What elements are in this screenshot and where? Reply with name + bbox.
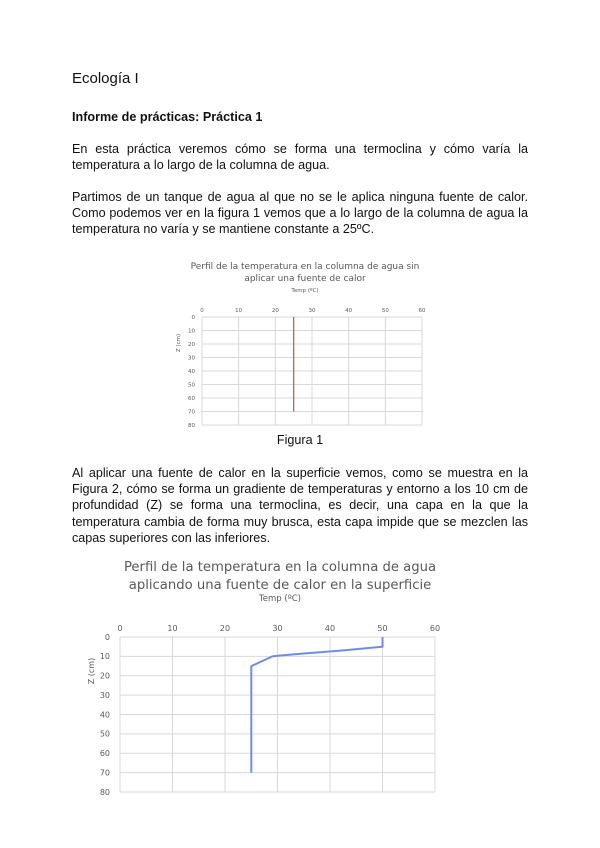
figure1-y-tick: 20 bbox=[188, 341, 195, 348]
figure1-y-tick: 40 bbox=[188, 368, 195, 375]
figure2-title-line1: Perfil de la temperatura en la columna de agua bbox=[123, 560, 437, 575]
figure2-y-tick: 80 bbox=[99, 787, 110, 797]
figure2-x-tick: 20 bbox=[219, 624, 231, 633]
figure1-chart bbox=[160, 298, 450, 433]
figure1-y-tick: 30 bbox=[188, 355, 195, 362]
figure2-y-tick: 50 bbox=[99, 729, 110, 739]
figure1-title-line2: aplicar una fuente de calor bbox=[244, 273, 366, 284]
figure2-y-tick: 60 bbox=[99, 749, 110, 759]
figure2-chart bbox=[80, 614, 460, 804]
figure1-y-tick: 10 bbox=[188, 328, 195, 335]
figure2-y-tick: 30 bbox=[99, 690, 110, 700]
figure1-x-tick: 50 bbox=[381, 308, 389, 314]
figure1-y-tick: 70 bbox=[188, 409, 195, 416]
figure1-x-tick: 10 bbox=[235, 308, 243, 314]
figure1-title-line1: Perfil de la temperatura en la columna de agua sin bbox=[190, 262, 420, 272]
figure1-x-tick: 0 bbox=[200, 308, 204, 314]
paragraph-intro: En esta práctica veremos cómo se forma una termoclina y cómo varía la temperatura a lo largo de la columna de agua. bbox=[72, 142, 528, 173]
figure2-xlabel: Temp (ºC) bbox=[259, 594, 301, 604]
figure2-x-tick: 30 bbox=[272, 624, 283, 633]
figure2-y-tick: 0 bbox=[104, 632, 110, 642]
paragraph-no-heat: Partimos de un tanque de agua al que no se le aplica ninguna fuente de calor. Como podemos ver en la figura 1 vemos que a lo largo de la columna de agua la temperatura no varía y se mantiene constante a 25ºC. bbox=[72, 190, 528, 237]
figure1-y-tick: 0 bbox=[191, 314, 195, 321]
figure2-x-tick: 60 bbox=[429, 624, 441, 633]
figure2-y-tick: 10 bbox=[99, 652, 110, 662]
figure2-y-tick: 20 bbox=[99, 671, 110, 681]
figure2-x-tick: 0 bbox=[117, 624, 123, 633]
figure1-x-tick: 30 bbox=[308, 308, 316, 314]
figure2-x-tick: 10 bbox=[167, 624, 178, 633]
figure1-x-tick: 40 bbox=[345, 308, 353, 314]
figure2-y-tick: 70 bbox=[99, 768, 110, 778]
figure1-y-tick: 60 bbox=[188, 395, 195, 402]
course-title: Ecología I bbox=[72, 70, 139, 87]
report-subtitle: Informe de prácticas: Práctica 1 bbox=[72, 110, 263, 124]
figure2-ylabel: Z (cm) bbox=[87, 657, 96, 685]
figure1-x-tick: 20 bbox=[271, 308, 279, 314]
figure1-y-tick: 80 bbox=[188, 422, 195, 429]
figure1-xlabel: Temp (ºC) bbox=[291, 288, 319, 294]
figure1-title bbox=[160, 262, 450, 285]
figure1-ylabel: Z (cm) bbox=[176, 333, 182, 353]
paragraph-heat-source: Al aplicar una fuente de calor en la superficie vemos, como se muestra en la Figura 2, cómo se forma un gradiente de temperaturas y entorno a los 10 cm de profundidad (Z) se forma una termoclina, es decir, una capa en la que la temperatura cambia de forma muy brusca, esta capa impide que se mezclen las capas superiores con las inferiores. bbox=[72, 466, 528, 545]
figure2-y-tick: 40 bbox=[99, 710, 110, 720]
figure2-title-line2: aplicando una fuente de calor en la superficie bbox=[128, 578, 432, 593]
figure2-title bbox=[100, 559, 460, 595]
figure1-x-tick: 60 bbox=[418, 308, 426, 314]
figure2-x-tick: 50 bbox=[377, 624, 388, 633]
figure2-x-tick: 40 bbox=[324, 624, 336, 633]
figure1-caption: Figura 1 bbox=[276, 433, 324, 447]
figure2-series-line bbox=[251, 637, 382, 773]
figure1-y-tick: 50 bbox=[188, 382, 195, 389]
